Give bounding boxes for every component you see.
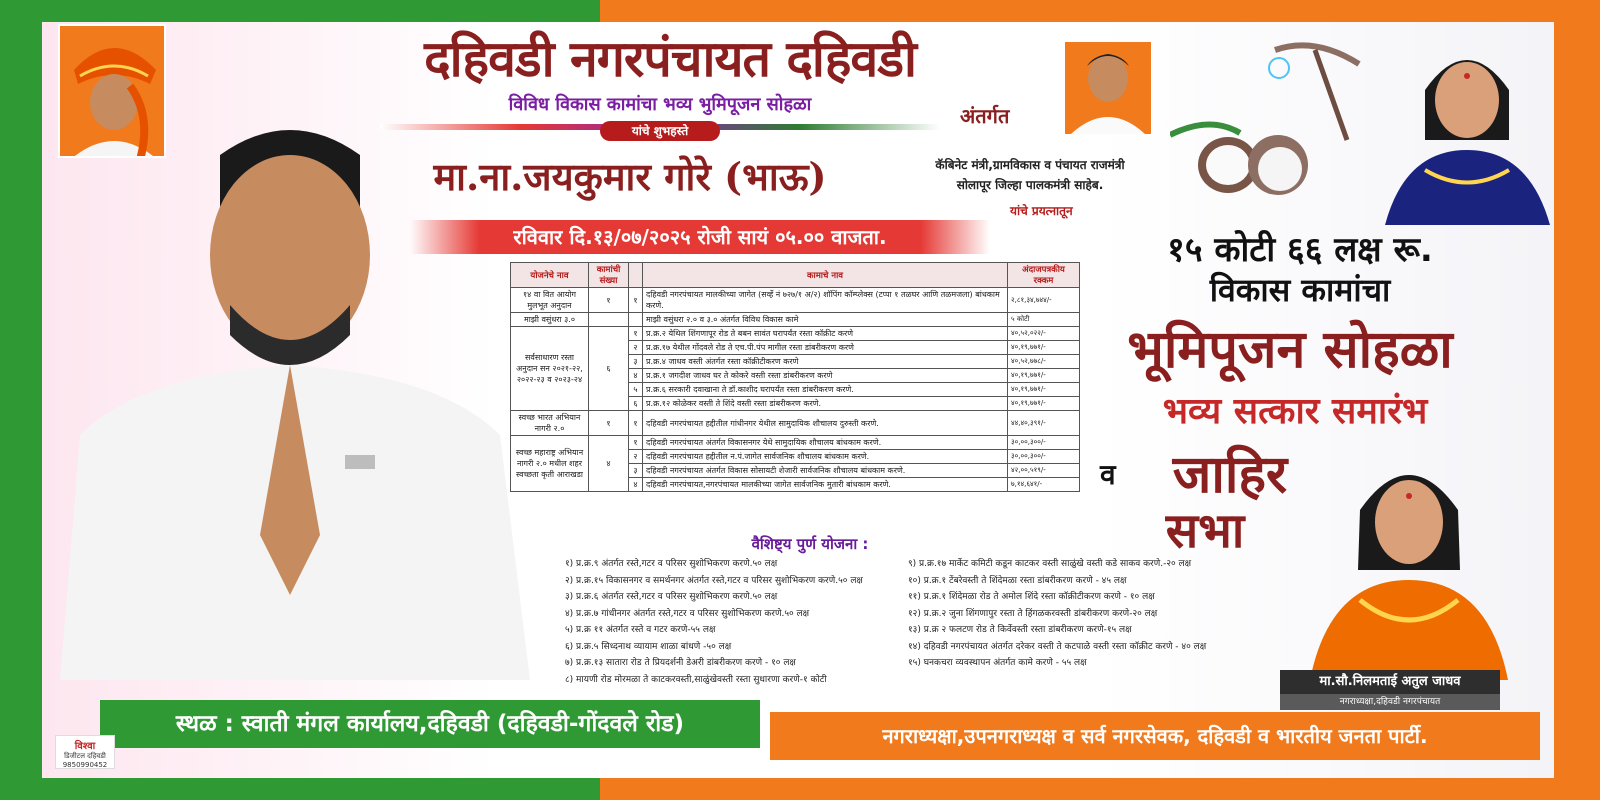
date-time-ribbon: रविवार दि.१३/०७/२०२५ रोजी सायं ०५.०० वाजता. xyxy=(410,220,990,254)
special-scheme-item: ३) प्र.क्र.६ अंतर्गत रस्ते,गटर व परिसर सुशोभिकरण करणे.५० लक्ष xyxy=(565,592,778,602)
logo-phone: 9850990452 xyxy=(62,761,108,769)
bhoomipujan-heading: भूमिपूजन सोहळा xyxy=(1127,319,1453,380)
special-scheme-item: १२) प्र.क्र.२ जुना शिंगणापुर रस्ता ते हिंगळकरवस्ती डांबरीकरण करणे-२० लक्ष xyxy=(908,608,1158,619)
works-table xyxy=(510,262,1080,492)
scheme-cell: माझी वसुंधरा ३.० xyxy=(511,313,589,327)
amount-cell: ४०,१९,७७१/- xyxy=(1008,383,1080,397)
scheme-cell: स्वच्छ महाराष्ट्र अभियान नागरी २.० मधील शहर स्वच्छता कृती आराखडा xyxy=(511,436,589,492)
special-scheme-item: ६) प्र.क्र.५ सिध्दनाथ व्यायाम शाळा बांधणे -५० लक्ष xyxy=(565,641,732,652)
amount-cell: ५ कोटी xyxy=(1008,313,1080,327)
work-cell: प्र.क्र.४ जाधव वस्ती अंतर्गत रस्ता कॉक्रीटीकरण करणे xyxy=(643,355,1008,369)
vikas-heading: विकास कामांचा xyxy=(1209,271,1391,309)
nagaradhyaksha-name: मा.सौ.निलमताई अतुल जाधव xyxy=(1280,670,1500,694)
work-cell: प्र.क्र.१ जगदीश जाधव घर ते कोकरे वस्ती रस्ता डांबरीकरण करणे xyxy=(643,369,1008,383)
no-cell: ६ xyxy=(629,397,643,411)
table-row xyxy=(511,327,1080,341)
special-schemes-title: वैशिष्ट्य पुर्ण योजना : xyxy=(751,535,869,553)
sabha-heading: सभा xyxy=(1165,503,1245,559)
satkar-heading: भव्य सत्कार समारंभ xyxy=(1162,390,1428,432)
work-cell: प्र.क्र.१७ येथील गोंदवले रोड ते एच.पी.पंप मागील रस्ता डांबरीकरण करणे xyxy=(643,341,1008,355)
work-cell: प्र.क्र.१२ कोळेकर वस्ती ते शिंदे वस्ती रस्ता डांबरीकरण करणे. xyxy=(643,397,1008,411)
organizers-bar: नगराध्यक्षा,उपनगराध्यक्ष व सर्व नगरसेवक, दहिवडी व भारतीय जनता पार्टी. xyxy=(770,712,1540,760)
logo-sub-text: डिजीटल दहिवडी xyxy=(64,752,106,760)
work-cell: दहिवडी नगरपंचायत हद्दीतील न.पं.जागेत सार्वजनिक शौचालय बांधकाम करणे. xyxy=(643,450,1008,464)
work-cell: दहिवडी नगरपंचायत अंतर्गत विकास सोसायटी शेजारी सार्वजनिक शौचालय बांधकाम करणे. xyxy=(643,464,1008,478)
amount-cell: ४०,१९,७७१/- xyxy=(1008,397,1080,411)
no-cell: १ xyxy=(629,327,643,341)
amount-cell: ३०,००,३००/- xyxy=(1008,450,1080,464)
amount-cell: ४०,५२,७७८/- xyxy=(1008,355,1080,369)
scheme-cell: स्वच्छ भारत अभियान नागरी २.० xyxy=(511,411,589,436)
no-cell: ३ xyxy=(629,464,643,478)
no-cell xyxy=(629,313,643,327)
chief-guest-role-line2: सोलापूर जिल्हा पालकमंत्री साहेब. xyxy=(956,178,1104,192)
special-scheme-item: १५) घनकचरा व्यवस्थापन अंतर्गत कामे करणे - ५५ लक्ष xyxy=(908,658,1087,668)
table-header-row xyxy=(511,263,1080,288)
special-scheme-item: ८) मायणी रोड मोरमळा ते काटकरवस्ती,साळुंखेवस्ती रस्ता सुधारणा करणे-१ कोटी xyxy=(565,674,827,685)
amount-cell: ७,१४,६४१/- xyxy=(1008,478,1080,492)
special-scheme-item: ५) प्र.क्र ११ अंतर्गत रस्ते व गटर करणे-५५ लक्ष xyxy=(565,625,716,635)
special-schemes-left xyxy=(565,556,905,688)
no-cell: १ xyxy=(629,411,643,436)
shubhhaste-badge: यांचे शुभहस्ते xyxy=(600,121,720,141)
table-row xyxy=(511,288,1080,313)
work-cell: दहिवडी नगरपंचायत अंतर्गत विकासनगर येथे सामुदायिक शौचालय बांधकाम करणे. xyxy=(643,436,1008,450)
work-cell: प्र.क्र.२ येथिल शिंगणापूर रोड ते बबन सावंत घरापर्यंत रस्ता कॉक्रीट करणे xyxy=(643,327,1008,341)
amount-cell: ४०,५२,०२२/- xyxy=(1008,327,1080,341)
no-cell: २ xyxy=(629,341,643,355)
special-scheme-item: १३) प्र.क्र २ फलटण रोड ते किर्वेवस्ती रस्ता डांबरीकरण करणे-१५ लक्ष xyxy=(908,625,1132,635)
leader-photo-small xyxy=(1065,42,1151,134)
special-scheme-item: १४) दहिवडी नगरपंचायत अंतर्गत दरेकर वस्ती ते कटपाळे वस्ती रस्ता कॉक्रीट करणे - ४० लक्ष xyxy=(908,641,1207,652)
work-cell: दहिवडी नगरपंचायत,नगरपंचायत मालकीच्या जागेत सार्वजनिक मुतारी बांधकाम करणे. xyxy=(643,478,1008,492)
work-cell: माझी वसुंधरा २.० व ३.० अंतर्गत विविध विकास कामे xyxy=(643,313,1008,327)
logo-main-text: विश्वा xyxy=(74,741,96,752)
no-cell: ५ xyxy=(629,383,643,397)
va-label: व xyxy=(1100,458,1116,491)
special-scheme-item: १) प्र.क्र.९ अंतर्गत रस्ते,गटर व परिसर सुशोभिकरण करणे.५० लक्ष xyxy=(565,559,778,569)
no-cell: १ xyxy=(629,436,643,450)
amount-cell: ४०,१९,७७१/- xyxy=(1008,369,1080,383)
col-scheme: योजनेचे नाव xyxy=(511,263,589,288)
work-cell: दहिवडी नगरपंचायत मालकीच्या जागेत (सर्व्हे नं ७२७/१ अ/२) शॉपिंग कॉम्प्लेक्स (टप्पा १ तळघर आणि तळमजला) बांधकाम करणे. xyxy=(643,288,1008,313)
table-row xyxy=(511,313,1080,327)
special-scheme-item: ७) प्र.क्र.१३ सातारा रोड ते प्रियदर्शनी डेअरी डांबरीकरण करणे - १० लक्ष xyxy=(565,658,796,668)
amount-cell: ४४,४०,३९१/- xyxy=(1008,411,1080,436)
woman-leader-photo xyxy=(1385,20,1550,225)
table-row xyxy=(511,436,1080,450)
no-cell: ३ xyxy=(629,355,643,369)
work-cell: प्र.क्र.६ सरकारी दवाखाना ते डॉ.काशीद घरापर्यंत रस्ता डांबरीकरण करणे. xyxy=(643,383,1008,397)
no-cell: २ xyxy=(629,450,643,464)
no-cell: ४ xyxy=(629,369,643,383)
count-cell xyxy=(589,313,629,327)
col-amount: अंदाजपत्रकीय रक्कम xyxy=(1008,263,1080,288)
chief-guest-role xyxy=(895,155,1165,195)
col-no xyxy=(629,263,643,288)
amount-cell: ४०,१९,७७१/- xyxy=(1008,341,1080,355)
count-cell: ४ xyxy=(589,436,629,492)
chief-guest-role-line1: कॅबिनेट मंत्री,ग्रामविकास व पंचायत राजमंत्री xyxy=(935,158,1125,172)
page-title: दहिवडी नगरपंचायत दहिवडी xyxy=(424,29,916,88)
special-scheme-item: २) प्र.क्र.१५ विकासनगर व समर्थनगर अंतर्गत रस्ते,गटर व परिसर सुशोभिकरण करणे.५० लक्ष xyxy=(565,575,863,586)
nagaradhyaksha-title: नगराध्यक्षा,दहिवडी नगरपंचायत xyxy=(1280,694,1500,710)
coconut-icon xyxy=(1170,95,1320,205)
count-cell: १ xyxy=(589,411,629,436)
table-row xyxy=(511,411,1080,436)
special-scheme-item: ४) प्र.क्र.७ गांधीनगर अंतर्गत रस्ते,गटर व परिसर सुशोभिकरण करणे.५० लक्ष xyxy=(565,608,810,619)
count-cell: ६ xyxy=(589,327,629,411)
special-scheme-item: १०) प्र.क्र.१ टेंबरेवस्ती ते शिंदेमळा रस्ता डांबरीकरण करणे - ४५ लक्ष xyxy=(908,575,1127,586)
no-cell: ४ xyxy=(629,478,643,492)
scheme-cell: सर्वसाधारण रस्ता अनुदान सन २०२१-२२, २०२२-२३ व २०२३-२४ xyxy=(511,327,589,411)
special-schemes-right xyxy=(908,556,1298,672)
designer-logo xyxy=(55,735,115,769)
special-scheme-item: ९) प्र.क्र.१७ मार्केट कमिटी कडून काटकर वस्ती साळुंखे वस्ती कडे साकव करणे.-२० लक्ष xyxy=(908,559,1192,569)
no-cell: १ xyxy=(629,288,643,313)
event-subtitle: विविध विकास कामांचा भव्य भुमिपूजन सोहळा xyxy=(508,94,812,115)
amount-cell: ४२,००,५१९/- xyxy=(1008,464,1080,478)
prayatnatun-label: यांचे प्रयत्नातून xyxy=(1010,204,1073,218)
scheme-cell: १४ वा वित आयोग मुलभूत अनुदान xyxy=(511,288,589,313)
special-scheme-item: ११) प्र.क्र.१ शिंदेमळा रोड ते अमोल शिंदे रस्ता कॉक्रीटीकरण करणे - १० लक्ष xyxy=(908,592,1155,602)
count-cell: १ xyxy=(589,288,629,313)
amount-cell: ३०,००,३००/- xyxy=(1008,436,1080,450)
amount-cell: २,८१,३४,७४४/- xyxy=(1008,288,1080,313)
amount-heading: १५ कोटी ६६ लक्ष रू. xyxy=(1167,230,1433,270)
col-count: कामांची संख्या xyxy=(589,263,629,288)
antargat-label: अंतर्गत xyxy=(960,104,1010,128)
venue-bar: स्थळ : स्वाती मंगल कार्यालय,दहिवडी (दहिवडी-गोंदवले रोड) xyxy=(100,700,760,748)
col-work: कामाचे नाव xyxy=(643,263,1008,288)
work-cell: दहिवडी नगरपंचायत हद्दीतील गांधीनगर येथील सामुदायिक शौचालय दुरुस्ती करणे. xyxy=(643,411,1008,436)
jahir-heading: जाहिर xyxy=(1172,444,1288,505)
chief-guest-name: मा.ना.जयकुमार गोरे (भाऊ) xyxy=(433,154,827,199)
